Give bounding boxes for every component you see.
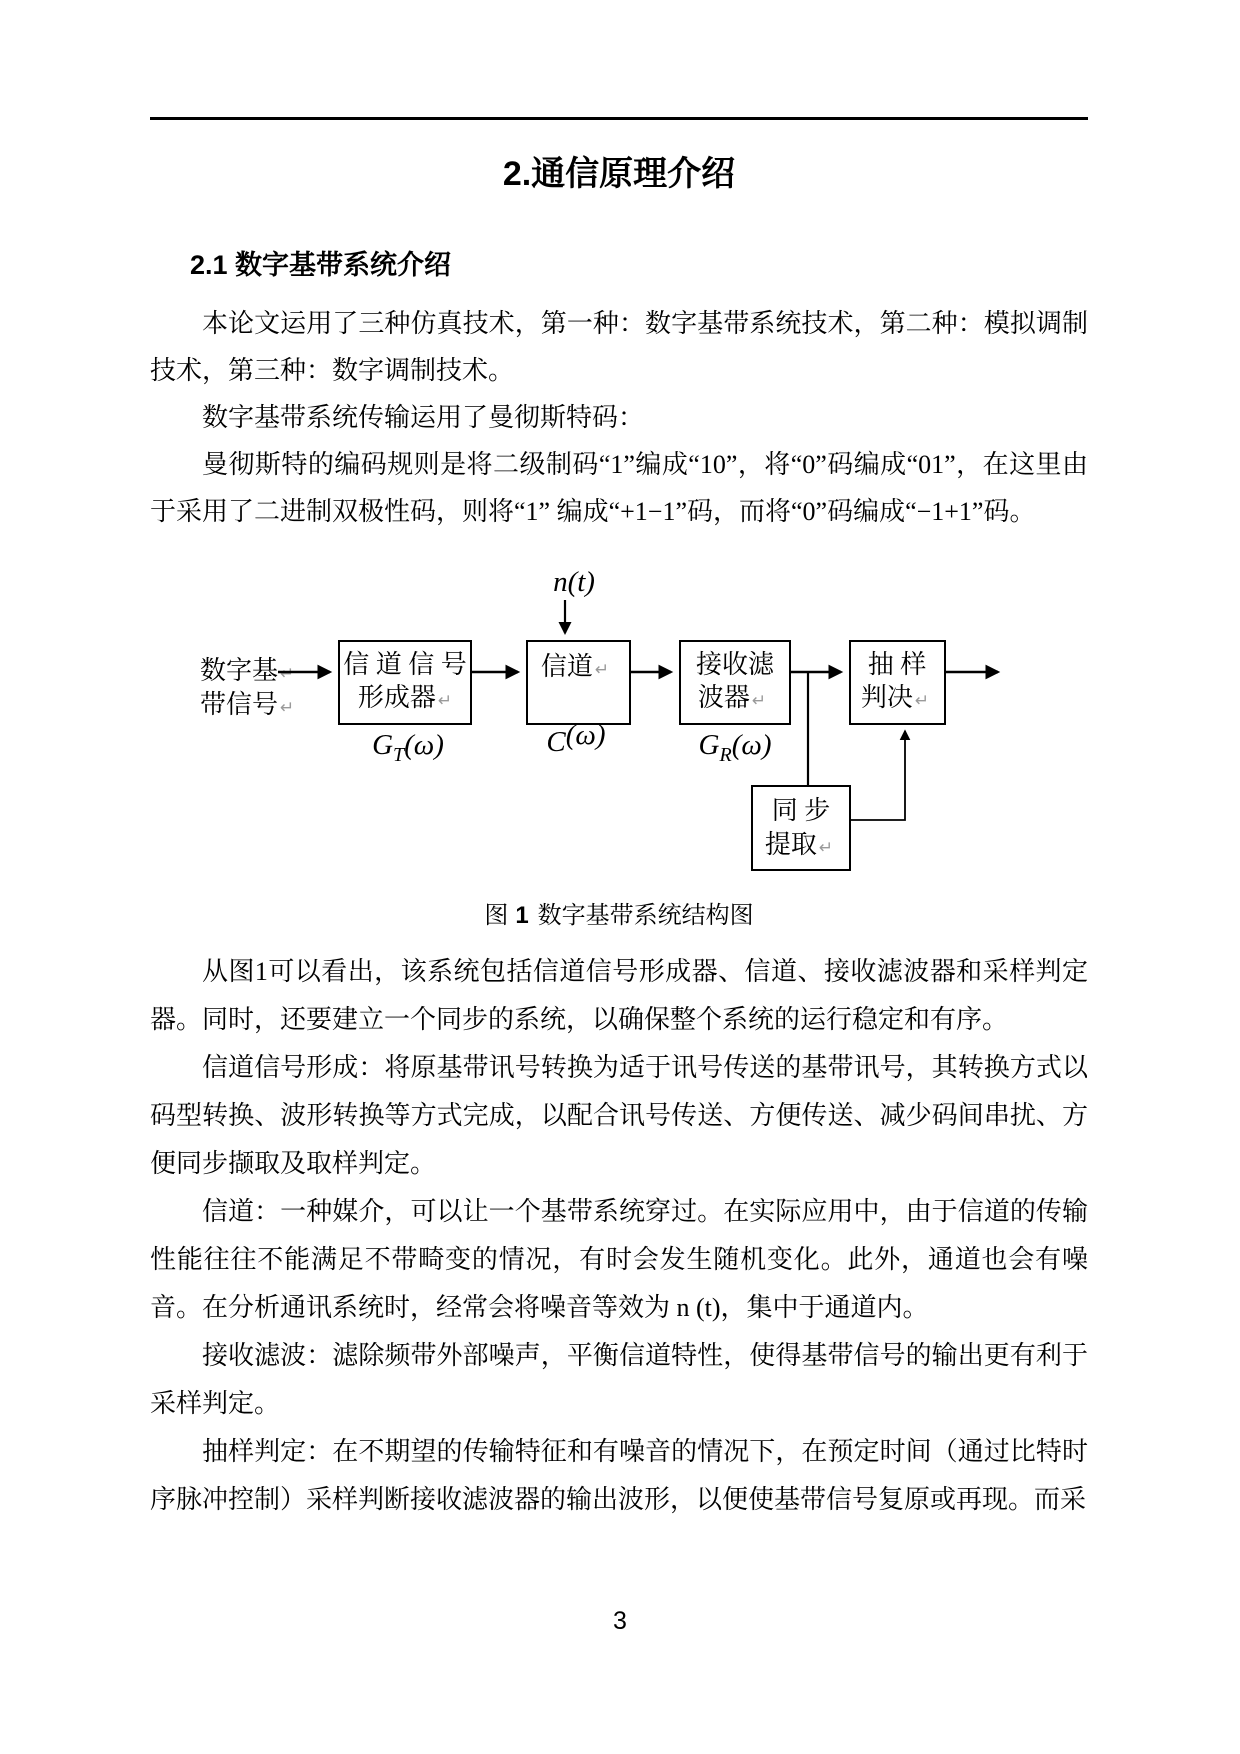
box-shaper-line1: 信 道 信 号: [343, 650, 467, 679]
paragraph-block-top: [150, 300, 1088, 535]
figure-caption-text: 数字基带系统结构图: [537, 903, 754, 929]
return-mark-icon: ↵: [280, 698, 295, 718]
page-content: [150, 117, 1088, 1524]
figure-caption: [150, 901, 1088, 931]
box-sampler-line1: 抽 样: [867, 650, 927, 679]
noise-label: n(t): [553, 566, 595, 598]
paragraph: 接收滤波：滤除频带外部噪声，平衡信道特性，使得基带信号的输出更有利于采样判定。: [150, 1341, 1088, 1418]
return-mark-icon: ↵: [751, 691, 767, 711]
return-mark-icon: ↵: [914, 691, 930, 711]
paragraph: 数字基带系统传输运用了曼彻斯特码：: [202, 403, 645, 432]
paragraph: 信道：一种媒介，可以让一个基带系统穿过。在实际应用中，由于信道的传输性能往往不能满足不带畸变的情况，有时会发生随机变化。此外，通道也会有噪音。在分析通讯系统时，经常会将噪音等效为 n (t)，集中于通道内。: [150, 1197, 1088, 1322]
return-mark-icon: ↵: [818, 838, 834, 858]
box-sync-line1: 同 步: [771, 796, 831, 825]
page-number: 3: [613, 1607, 627, 1635]
box-shaper-line2: 形成器 ↵: [357, 683, 453, 712]
input-label-line2: 带信号 ↵: [200, 690, 295, 719]
paragraph: 从图1可以看出，该系统包括信道信号形成器、信道、接收滤波器和采样判定器。同时，还要建立一个同步的系统，以确保整个系统的运行稳定和有序。: [150, 957, 1088, 1034]
box-filter-line2: 波器 ↵: [697, 683, 767, 712]
paragraph: 抽样判定：在不期望的传输特征和有噪音的情况下，在预定时间（通过比特时序脉冲控制）采样判断接收滤波器的输出波形，以便使基带信号复原或再现。而采: [150, 1437, 1088, 1514]
label-C-omega: C(ω): [546, 719, 606, 758]
paragraph: 曼彻斯特的编码规则是将二级制码“1”编成“10”，将“0”码编成“01”，在这里由于采用了二进制双极性码，则将“1” 编成“+1−1”码，而将“0”码编成“−1+1”码。: [150, 450, 1088, 526]
box-filter-line1: 接收滤: [695, 650, 775, 679]
paragraph: 本论文运用了三种仿真技术，第一种：数字基带系统技术，第二种：模拟调制技术，第三种：数字调制技术。: [150, 309, 1088, 385]
paragraph: 信道信号形成：将原基带讯号转换为适于讯号传送的基带讯号，其转换方式以码型转换、波形转换等方式完成，以配合讯号传送、方便传送、减少码间串扰、方便同步撷取及取样判定。: [150, 1053, 1088, 1178]
figure-baseband-system: [150, 535, 1088, 948]
figure-caption-prefix: 图: [484, 903, 509, 929]
paragraph-block-bottom: [150, 948, 1088, 1524]
box-sync-line2: 提取 ↵: [764, 830, 834, 859]
return-mark-icon: ↵: [437, 691, 453, 711]
block-diagram-svg: [170, 553, 1010, 883]
input-label: 数字基 ↵: [200, 656, 295, 685]
section-heading: 2.1 数字基带系统介绍: [190, 250, 452, 280]
return-mark-icon: ↵: [594, 660, 610, 680]
return-mark-icon: ↵: [280, 664, 295, 684]
box-sampler-line2: 判决 ↵: [860, 683, 930, 712]
box-channel-line1: 信道 ↵: [540, 652, 610, 681]
label-GT-omega: $G_T(\omega)$: [372, 729, 444, 766]
figure-number: 1: [515, 902, 529, 929]
page-title: 2.通信原理介绍: [502, 155, 736, 193]
wire-sync-to-sampler: [851, 731, 905, 820]
label-GR-omega: $G_R(\omega)$: [698, 729, 772, 766]
